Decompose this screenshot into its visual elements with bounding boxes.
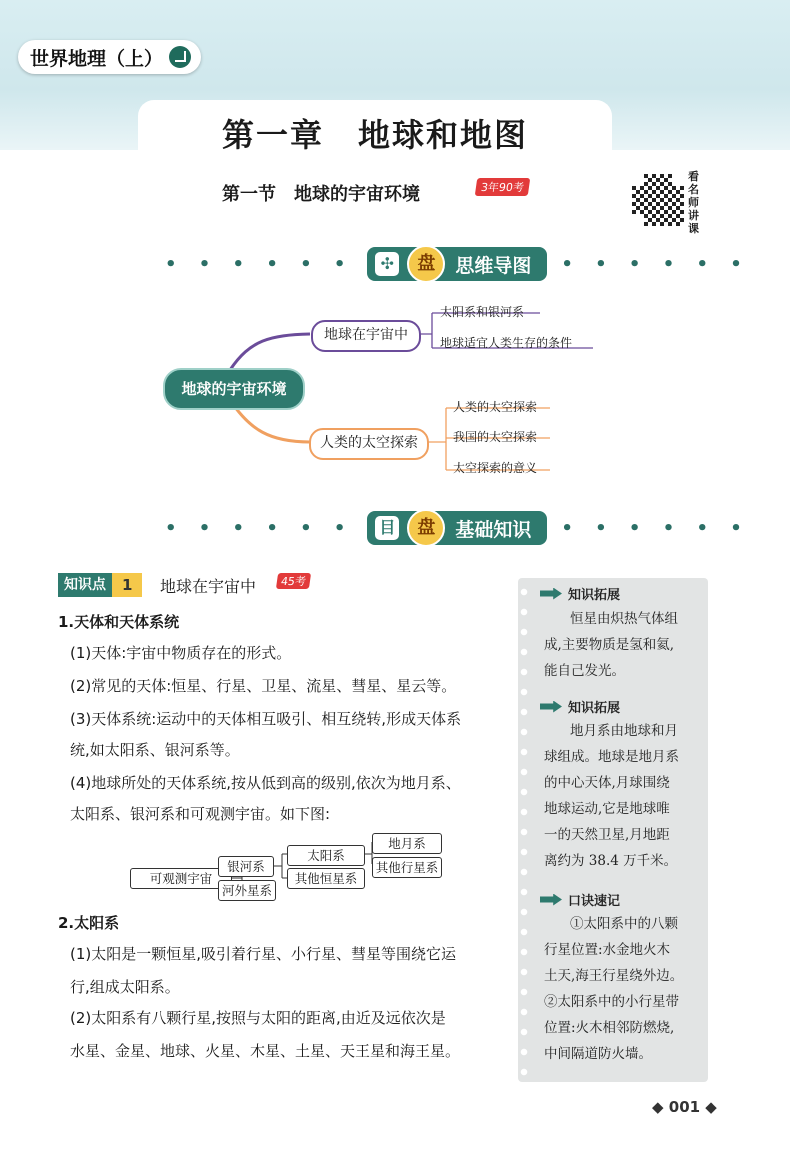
hierarchy-milky-way: 银河系 [218,856,274,877]
book-title-pill [18,40,201,74]
paragraph: 行,组成太阳系。 [70,978,180,996]
sidebar-line: 土天,海王行星绕外边。 [544,968,684,984]
mindmap-section-pill [367,247,547,281]
book-title: 世界地理（上） [30,47,164,70]
hierarchy-earth-moon: 地月系 [372,833,442,854]
paragraph: (2)常见的天体:恒星、行星、卫星、流星、彗星、星云等。 [70,677,457,695]
knowledge-point-title: 地球在宇宙中 [160,577,257,596]
sidebar-line: 球组成。地球是地月系 [544,749,679,765]
section-disk: 盘 [407,245,445,283]
sidebar-line: ②太阳系中的小行星带 [544,994,679,1010]
sidebar-line: 成,主要物质是氢和氦, [544,637,675,653]
section-label: 思维导图 [455,254,532,277]
dots-left: • • • • • • [165,517,354,539]
sidebar-heading-text: 知识拓展 [568,701,621,716]
hierarchy-other-galaxies: 河外星系 [218,880,276,901]
arrow-icon [540,588,562,600]
mindmap-leaf: 地球适宜人类生存的条件 [440,336,573,350]
paragraph: (4)地球所处的天体系统,按从低到高的级别,依次为地月系、 [70,774,461,792]
sidebar-heading [540,584,620,603]
sidebar-line: 地球运动,它是地球唯 [544,801,670,817]
sidebar-line: 的中心天体,月球围绕 [544,775,670,791]
section-disk: 盘 [407,509,445,547]
exam-count-badge: 45考 [276,573,311,589]
sidebar-line: 行星位置:水金地火木 [544,942,671,958]
mindmap-root: 地球的宇宙环境 [163,368,305,410]
sidebar-line: 位置:火木相邻防燃烧, [544,1020,675,1036]
sidebar-line: 一的天然卫星,月地距 [544,827,670,843]
sidebar-block-1 [544,606,704,684]
sidebar-heading [540,697,620,716]
sidebar-line: 中间隔道防火墙。 [544,1046,652,1062]
mindmap-leaf: 人类的太空探索 [453,400,538,414]
dots-left: • • • • • • [165,253,354,275]
list-icon: 目 [375,516,399,540]
mindmap-icon: ✣ [375,252,399,276]
paragraph: (2)太阳系有八颗行星,按照与太阳的距离,由近及远依次是 [70,1009,446,1027]
dots-right: • • • • • • [561,517,750,539]
mindmap-section-header [165,245,750,283]
basics-section-pill [367,511,547,545]
arrow-icon [540,894,562,906]
sidebar-block-3 [544,911,704,1067]
hierarchy-other-stars: 其他恒星系 [287,868,365,889]
dots-right: • • • • • • [561,253,750,275]
hierarchy-solar-system: 太阳系 [287,845,365,866]
qr-label: 看名师讲课 [688,170,699,235]
knowledge-point-number: 1 [112,573,142,597]
hierarchy-universe: 可观测宇宙 [130,868,232,889]
sidebar-line: 恒星由炽热气体组 [570,611,678,627]
section-label: 基础知识 [455,518,532,541]
mindmap-branch-1: 地球在宇宙中 [311,320,421,352]
mindmap-leaf: 太空探索的意义 [453,461,538,475]
paragraph: (1)太阳是一颗恒星,吸引着行星、小行星、彗星等围绕它运 [70,945,457,963]
paragraph: 太阳系、银河系和可观测宇宙。如下图: [70,805,331,823]
sidebar-heading [540,890,620,909]
heading-solar-system: 2.太阳系 [58,914,120,932]
paragraph: (3)天体系统:运动中的天体相互吸引、相互绕转,形成天体系 [70,710,462,728]
sidebar-line: 离约为 38.4 万千米。 [544,853,678,869]
mindmap-leaf: 我国的太空探索 [453,430,538,444]
sidebar-line: 地月系由地球和月 [570,723,678,739]
paragraph: (1)天体:宇宙中物质存在的形式。 [70,644,292,662]
mindmap-leaf: 太阳系和银河系 [440,305,525,319]
paragraph: 水星、金星、地球、火星、木星、土星、天王星和海王星。 [70,1042,461,1060]
mindmap-branch-2: 人类的太空探索 [309,428,429,460]
basics-section-header [165,509,750,547]
sidebar-block-2 [544,718,704,874]
hierarchy-other-planets: 其他行星系 [372,857,442,878]
heading-celestial: 1.天体和天体系统 [58,613,180,631]
notebook-holes [520,582,528,1078]
knowledge-point-tag: 知识点 [58,573,112,597]
arrow-icon [540,701,562,713]
qr-code-icon[interactable] [632,174,684,226]
chapter-title: 第一章 地球和地图 [221,116,528,154]
page-number: ◆ 001 ◆ [652,1098,717,1116]
section-title: 第一节 地球的宇宙环境 [222,184,420,205]
arrow-down-right-icon [169,46,191,68]
sidebar-heading-text: 知识拓展 [568,588,621,603]
exam-count-badge: 3年90考 [475,178,531,196]
sidebar-heading-text: 口诀速记 [568,894,621,909]
knowledge-point-badge [58,573,142,597]
paragraph: 统,如太阳系、银河系等。 [70,741,240,759]
sidebar-line: ①太阳系中的八颗 [570,916,678,932]
sidebar-line: 能自己发光。 [544,663,625,679]
